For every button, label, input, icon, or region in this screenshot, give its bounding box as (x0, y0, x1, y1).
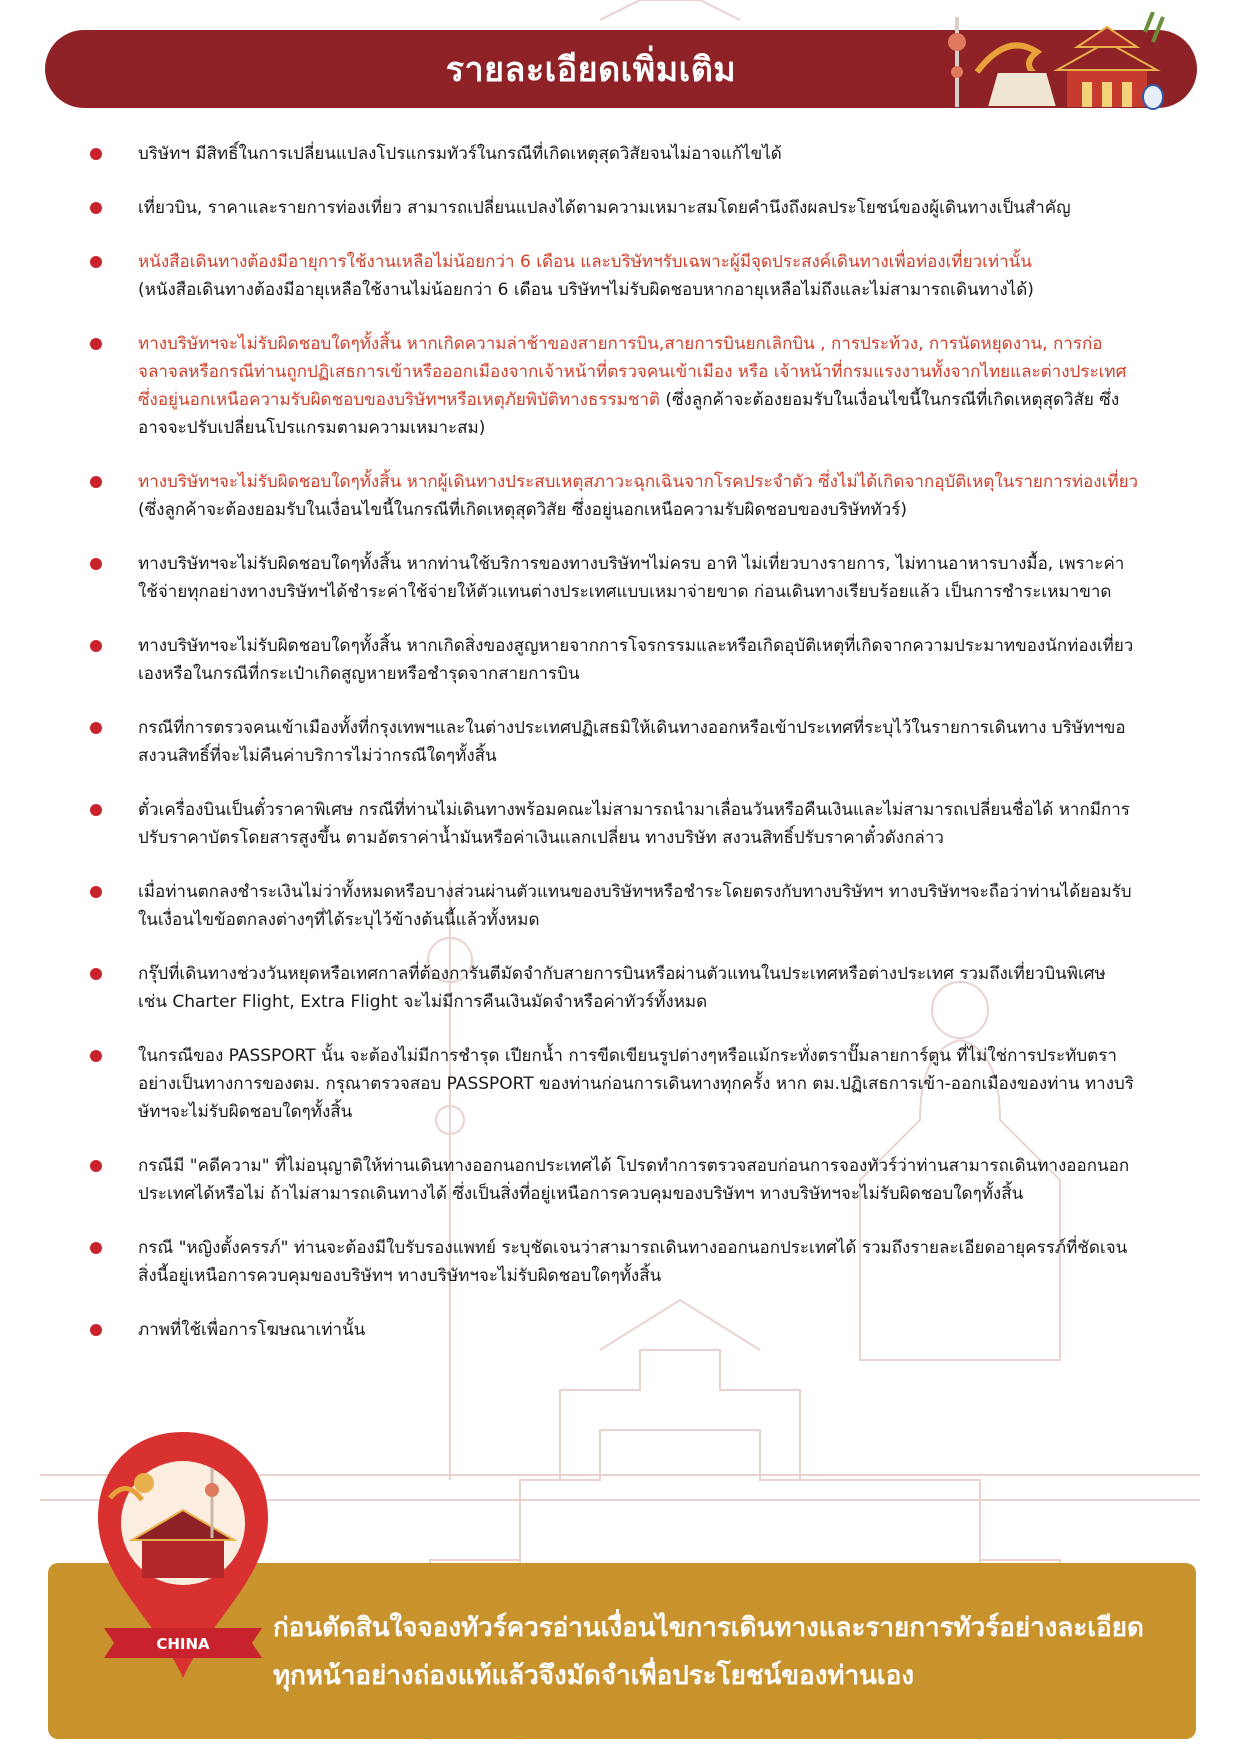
bullet-dot (90, 558, 102, 570)
list-item (80, 960, 1140, 1016)
bullet-dot (90, 202, 102, 214)
list-item (80, 550, 1140, 606)
bullet-dot (90, 1242, 102, 1254)
list-item-text: ทางบริษัทฯจะไม่รับผิดชอบใดๆทั้งสิ้น หากเกิดความล่าช้าของสายการบิน,สายการบินยกเลิกบิน , การประท้วง, การนัดหยุดงาน, การก่อจลาจลหรือกรณีท่านถูกปฏิเสธการเข้าหรือออกเมืองจากเจ้าหน้าที่ตรวจคนเข้าเมือง หรือ เจ้าหน้าที่กรมแรงงานทั้งจากไทยและต่างประเทศซึ่งอยู่นอกเหนือความรับผิดชอบของบริษัทฯหรือเหตุภัยพิบัติทางธรรมชาติ (ซึ่งลูกค้าจะต้องยอมรับในเงื่อนไขนี้ในกรณีที่เกิดเหตุสุดวิสัย ซึ่งอาจจะปรับเปลี่ยนโปรแกรมตามความเหมาะสม) (138, 334, 1127, 438)
bullet-dot (90, 804, 102, 816)
list-item-text: ภาพที่ใช้เพื่อการโฆษณาเท่านั้น (138, 1320, 366, 1340)
china-location-pin-badge (92, 1428, 274, 1688)
list-item (80, 330, 1140, 442)
bullet-dot (90, 338, 102, 350)
list-item-text: บริษัทฯ มีสิทธิ์ในการเปลี่ยนแปลงโปรแกรมทัวร์ในกรณีที่เกิดเหตุสุดวิสัยจนไม่อาจแก้ไขได้ (138, 144, 782, 164)
list-item-text: ทางบริษัทฯจะไม่รับผิดชอบใดๆทั้งสิ้น หากเกิดสิ่งของสูญหายจากการโจรกรรมและหรือเกิดอุบัติเหตุที่เกิดจากความประมาทของนักท่องเที่ยวเองหรือในกรณีที่กระเป๋าเกิดสูญหายหรือชำรุดจากสายการบิน (138, 636, 1134, 684)
list-item (80, 468, 1140, 524)
footer-notice-line-1: ก่อนตัดสินใจจองทัวร์ควรอ่านเงื่อนไขการเดินทางและรายการทัวร์อย่างละเอียด (273, 1613, 1144, 1643)
list-item-text: เที่ยวบิน, ราคาและรายการท่องเที่ยว สามารถเปลี่ยนแปลงได้ตามความเหมาะสมโดยคำนึงถึงผลประโยชน์ของผู้เดินทางเป็นสำคัญ (138, 198, 1071, 218)
list-item-text: กรณีมี "คดีความ" ที่ไม่อนุญาติให้ท่านเดินทางออกนอกประเทศได้ โปรดทำการตรวจสอบก่อนการจองทัวร์ว่าท่านสามารถเดินทางออกนอกประเทศได้หรือไม่ ถ้าไม่สามารถเดินทางได้ ซึ่งเป็นสิ่งที่อยู่เหนือการควบคุมของบริษัทฯ ทางบริษัทฯจะไม่รับผิดชอบใดๆทั้งสิ้น (138, 1156, 1130, 1204)
list-item (80, 632, 1140, 688)
bullet-dot (90, 640, 102, 652)
bullet-dot (90, 1050, 102, 1062)
list-item (80, 194, 1140, 222)
list-item (80, 248, 1140, 304)
list-item-text: ตั๋วเครื่องบินเป็นตั๋วราคาพิเศษ กรณีที่ท่านไม่เดินทางพร้อมคณะไม่สามารถนำมาเลื่อนวันหรือคืนเงินและไม่สามารถเปลี่ยนชื่อได้ หากมีการปรับราคาบัตรโดยสารสูงขึ้น ตามอัตราค่าน้ำมันหรือค่าเงินแลกเปลี่ยน ทางบริษัท สงวนสิทธิ์ปรับราคาตั๋วดังกล่าว (138, 800, 1130, 848)
bullet-dot (90, 722, 102, 734)
list-item-text: ในกรณีของ PASSPORT นั้น จะต้องไม่มีการชำรุด เปียกน้ำ การขีดเขียนรูปต่างๆหรือแม้กระทั่งตราปั๊มลายการ์ตูน ที่ไม่ใช่การประทับตราอย่างเป็นทางการของตม. กรุณาตรวจสอบ PASSPORT ของท่านก่อนการเดินทางทุกครั้ง หาก ตม.ปฏิเสธการเข้า-ออกเมืองของท่าน ทางบริษัทฯจะไม่รับผิดชอบใดๆทั้งสิ้น (138, 1046, 1134, 1122)
bullet-dot (90, 476, 102, 488)
bullet-dot (90, 148, 102, 160)
list-item (80, 796, 1140, 852)
bullet-dot (90, 1160, 102, 1172)
list-item-text: ทางบริษัทฯจะไม่รับผิดชอบใดๆทั้งสิ้น หากท่านใช้บริการของทางบริษัทฯไม่ครบ อาทิ ไม่เที่ยวบางรายการ, ไม่ทานอาหารบางมื้อ, เพราะค่าใช้จ่ายทุกอย่างทางบริษัทฯได้ชำระค่าใช้จ่ายให้ตัวแทนต่างประเทศแบบเหมาจ่ายขาด ก่อนเดินทางเรียบร้อยแล้ว เป็นการชำระเหมาขาด (138, 554, 1125, 602)
list-item-text: เมื่อท่านตกลงชำระเงินไม่ว่าทั้งหมดหรือบางส่วนผ่านตัวแทนของบริษัทฯหรือชำระโดยตรงกับทางบริษัทฯ ทางบริษัทฯจะถือว่าท่านได้ยอมรับในเงื่อนไขข้อตกลงต่างๆที่ได้ระบุไว้ข้างต้นนี้แล้วทั้งหมด (138, 882, 1132, 930)
list-item-text: หนังสือเดินทางต้องมีอายุการใช้งานเหลือไม่น้อยกว่า 6 เดือน และบริษัทฯรับเฉพาะผู้มีจุดประสงค์เดินทางเพื่อท่องเที่ยวเท่านั้น (หนังสือเดินทางต้องมีอายุเหลือใช้งานไม่น้อยกว่า 6 เดือน บริษัทฯไม่รับผิดชอบหากอายุเหลือไม่ถึงและไม่สามารถเดินทางได้) (138, 252, 1034, 300)
bullet-dot (90, 886, 102, 898)
list-item-text: กรุ๊ปที่เดินทางช่วงวันหยุดหรือเทศกาลที่ต้องการันตีมัดจำกับสายการบินหรือผ่านตัวแทนในประเทศหรือต่างประเทศ รวมถึงเที่ยวบินพิเศษ เช่น Charter Flight, Extra Flight จะไม่มีการคืนเงินมัดจำหรือค่าทัวร์ทั้งหมด (138, 964, 1106, 1012)
list-item-text: กรณี "หญิงตั้งครรภ์" ท่านจะต้องมีใบรับรองแพทย์ ระบุชัดเจนว่าสามารถเดินทางออกนอกประเทศได้ รวมถึงรายละเอียดอายุครรภ์ที่ชัดเจน สิ่งนี้อยู่เหนือการควบคุมของบริษัทฯ ทางบริษัทฯจะไม่รับผิดชอบใดๆทั้งสิ้น (138, 1238, 1128, 1286)
section-title: รายละเอียดเพิ่มเติม (445, 50, 737, 90)
list-item (80, 1316, 1140, 1344)
list-item-text: ทางบริษัทฯจะไม่รับผิดชอบใดๆทั้งสิ้น หากผู้เดินทางประสบเหตุสภาวะฉุกเฉินจากโรคประจำตัว ซึ่งไม่ได้เกิดจากอุบัติเหตุในรายการท่องเที่ยว (ซึ่งลูกค้าจะต้องยอมรับในเงื่อนไขนี้ในกรณีที่เกิดเหตุสุดวิสัย ซึ่งอยู่นอกเหนือความรับผิดชอบของบริษัททัวร์) (138, 472, 1139, 520)
list-item (80, 140, 1140, 168)
list-item (80, 1042, 1140, 1126)
list-item (80, 878, 1140, 934)
bullet-dot (90, 256, 102, 268)
list-item (80, 1234, 1140, 1290)
section-header (45, 30, 1197, 108)
list-item (80, 714, 1140, 770)
list-item-text: กรณีที่การตรวจคนเข้าเมืองทั้งที่กรุงเทพฯและในต่างประเทศปฏิเสธมิให้เดินทางออกหรือเข้าประเทศที่ระบุไว้ในรายการเดินทาง บริษัทฯขอสงวนสิทธิ์ที่จะไม่คืนค่าบริการไม่ว่ากรณีใดๆทั้งสิ้น (138, 718, 1126, 766)
bullet-dot (90, 968, 102, 980)
china-landmarks-illustration (917, 12, 1167, 112)
bullet-dot (90, 1324, 102, 1336)
list-item (80, 1152, 1140, 1208)
terms-list (80, 140, 1140, 1344)
footer-notice-line-2: ทุกหน้าอย่างถ่องแท้แล้วจึงมัดจำเพื่อประโยชน์ของท่านเอง (273, 1661, 915, 1691)
badge-label: CHINA (156, 1635, 210, 1653)
